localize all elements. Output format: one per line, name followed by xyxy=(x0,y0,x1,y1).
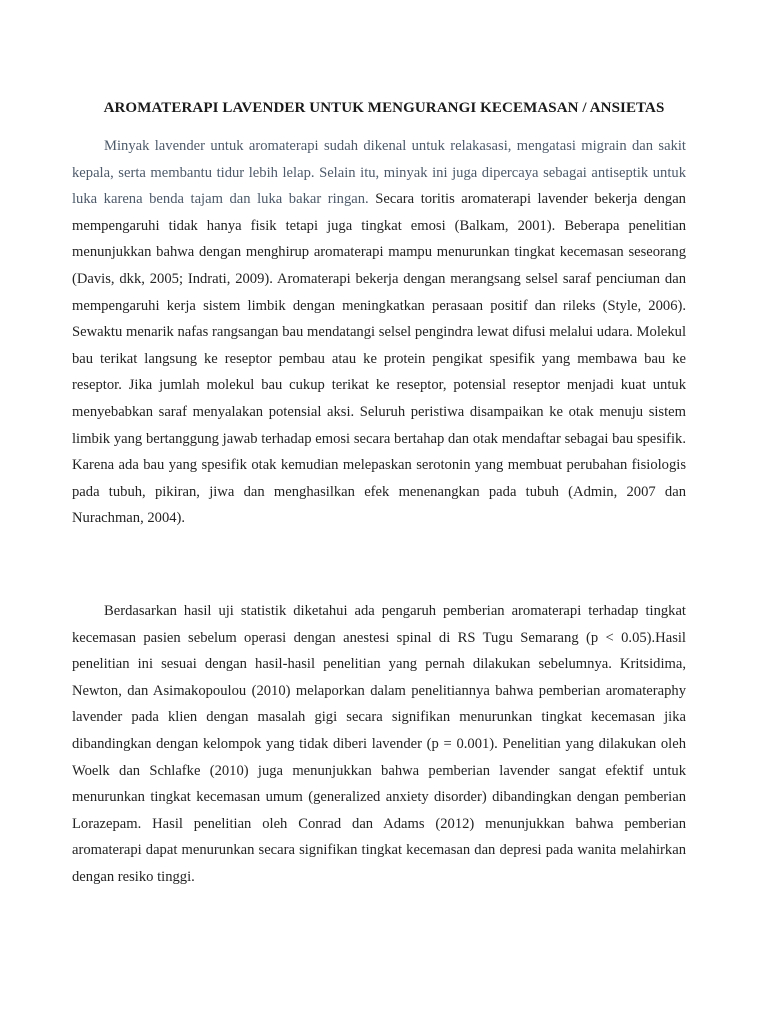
paragraph-1-lead: Minyak lavender untuk aromaterapi sudah dikenal untuk relakasasi, mengatasi migrain dan sakit kepala, serta membantu tidur lebih lelap. Selain itu, minyak ini juga dipercaya sebagai antiseptik untuk luka karena benda tajam dan luka bakar ringan. xyxy=(72,138,686,208)
paragraph-2: Berdasarkan hasil uji statistik diketahui ada pengaruh pemberian aromaterapi terhadap tingkat kecemasan pasien sebelum operasi dengan anestesi spinal di RS Tugu Semarang (p < 0.05).Hasil penelitian ini sesuai dengan hasil-hasil penelitian yang pernah dilakukan sebelumnya. Kritsidima, Newton, dan Asimakopoulou (2010) melaporkan dalam penelitiannya bahwa pemberian aromateraphy lavender pada klien dengan masalah gigi secara signifikan menurunkan tingkat kecemasan jika dibandingkan dengan kelompok yang tidak diberi lavender (p = 0.001). Penelitian yang dilakukan oleh Woelk dan Schlafke (2010) juga menunjukkan bahwa pemberian lavender sangat efektif untuk menurunkan tingkat kecemasan umum (generalized anxiety disorder) dibandingkan dengan pemberian Lorazepam. Hasil penelitian oleh Conrad dan Adams (2012) menunjukkan bahwa pemberian aromaterapi dapat menurunkan secara signifikan tingkat kecemasan dan depresi pada wanita melahirkan dengan resiko tinggi. xyxy=(72,603,686,885)
paragraph-1 xyxy=(72,133,686,532)
paragraph-1-body: Secara toritis aromaterapi lavender bekerja dengan mempengaruhi tidak hanya fisik tetapi juga tingkat emosi (Balkam, 2001). Beberapa penelitian menunjukkan bahwa dengan menghirup aromaterapi mampu menurunkan tingkat kecemasan seseorang (Davis, dkk, 2005; Indrati, 2009). Aromaterapi bekerja dengan merangsang selsel saraf penciuman dan mempengaruhi kerja sistem limbik dengan meningkatkan perasaan positif dan rileks (Style, 2006). Sewaktu menarik nafas rangsangan bau mendatangi selsel pengindra lewat difusi melalui udara. Molekul bau terikat langsung ke reseptor pembau atau ke protein pengikat spesifik yang membawa bau ke reseptor. Jika jumlah molekul bau cukup terikat ke reseptor, potensial reseptor menjadi kuat untuk menyebabkan saraf menyalakan potensial aksi. Seluruh peristiwa disampaikan ke otak menuju sistem limbik yang bertanggung jawab terhadap emosi secara bertahap dan otak mendaftar sebagai bau spesifik. Karena ada bau yang spesifik otak kemudian melepaskan serotonin yang membuat perubahan fisiologis pada tubuh, pikiran, jiwa dan menghasilkan efek menenangkan pada tubuh (Admin, 2007 dan Nurachman, 2004). xyxy=(72,191,686,527)
document-title: AROMATERAPI LAVENDER UNTUK MENGURANGI KECEMASAN / ANSIETAS xyxy=(103,100,665,116)
